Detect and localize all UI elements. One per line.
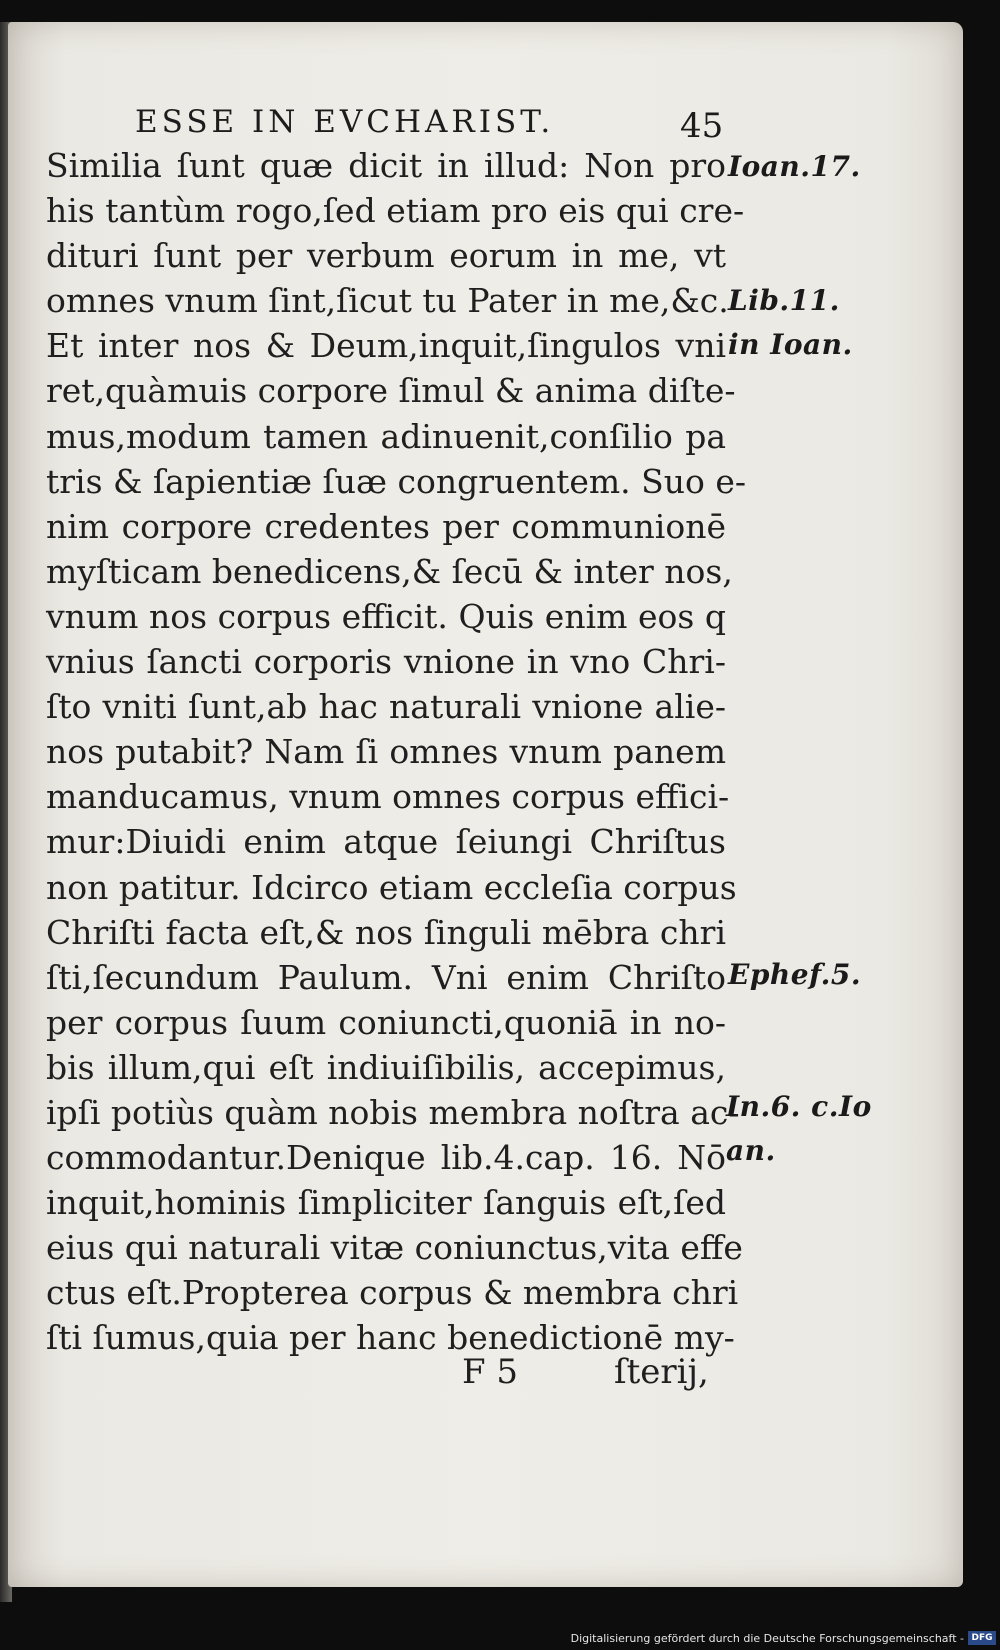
- text-line: Chriſti facta eſt,& nos ſinguli mēbra chri: [46, 912, 726, 952]
- text-line: vnius ſancti corporis vnione in vno Chri-: [46, 642, 726, 682]
- text-line: ſti ſumus,quia per hanc benedictionē my-: [46, 1318, 735, 1358]
- text-line: commodantur.Denique lib.4.cap. 16. Nō: [46, 1138, 726, 1178]
- text-line: omnes vnum ſint,ſicut tu Pater in me,&c.: [46, 281, 729, 321]
- text-line: per corpus ſuum coniuncti,quoniā in no-: [46, 1002, 726, 1042]
- page-header: [135, 104, 755, 148]
- dfg-logo-icon: DFG: [968, 1631, 996, 1645]
- marginal-note: an.: [726, 1134, 776, 1167]
- text-line: non patitur. Idcirco etiam eccleſia corpus: [46, 867, 737, 907]
- text-line: ctus eſt.Propterea corpus & membra chri: [46, 1273, 739, 1313]
- digitization-credit: Digitalisierung gefördert durch die Deutsche Forschungsgemeinschaft -: [570, 1632, 964, 1645]
- text-line: ret,quàmuis corpore ſimul & anima diſte-: [46, 371, 736, 411]
- text-line: ſti,ſecundum Paulum. Vni enim Chriſto: [46, 957, 726, 997]
- text-line: mus,modum tamen adinuenit,conſilio pa: [46, 416, 726, 456]
- signature-mark: F 5: [462, 1352, 519, 1392]
- text-line: ſto vniti ſunt,ab hac naturali vnione alie-: [46, 687, 726, 727]
- text-line: vnum nos corpus efficit. Quis enim eos q: [46, 596, 726, 636]
- catchword: ſterij,: [614, 1352, 709, 1392]
- text-line: mur:Diuidi enim atque ſeiungi Chriſtus: [46, 822, 726, 862]
- marginal-note: Ioan.17.: [728, 150, 861, 183]
- running-head: ESSE IN EVCHARIST.: [135, 104, 555, 140]
- main-text-block: [46, 143, 747, 1361]
- page-number: 45: [680, 106, 724, 146]
- text-line: tris & ſapientiæ ſuæ congruentem. Suo e-: [46, 461, 747, 501]
- text-line: inquit,hominis ſimpliciter ſanguis eſt,ſed: [46, 1183, 726, 1223]
- text-line: dituri ſunt per verbum eorum in me, vt: [46, 236, 726, 276]
- marginal-note: In.6. c.Io: [726, 1090, 872, 1123]
- text-line: Similia ſunt quæ dicit in illud: Non pro: [46, 146, 726, 185]
- marginal-note: Lib.11.: [728, 284, 840, 317]
- text-line: Et inter nos & Deum,inquit,ſingulos vni: [46, 326, 726, 366]
- marginal-note: in Ioan.: [728, 328, 853, 361]
- text-line: bis illum,qui eſt indiuiſibilis, accepimus,: [46, 1047, 726, 1087]
- text-line: nos putabit? Nam ſi omnes vnum panem: [46, 732, 726, 772]
- text-line: ipſi potiùs quàm nobis membra noſtra ac-: [46, 1092, 740, 1132]
- marginal-note: Ephef.5.: [728, 958, 862, 991]
- text-line: nim corpore credentes per communionē: [46, 506, 726, 546]
- text-line: his tantùm rogo,ſed etiam pro eis qui cre-: [46, 191, 745, 231]
- text-line: eius qui naturali vitæ coniunctus,vita effe: [46, 1228, 743, 1268]
- text-line: myſticam benedicens,& ſecū & inter nos,: [46, 551, 733, 591]
- text-line: manducamus, vnum omnes corpus effici-: [46, 777, 730, 817]
